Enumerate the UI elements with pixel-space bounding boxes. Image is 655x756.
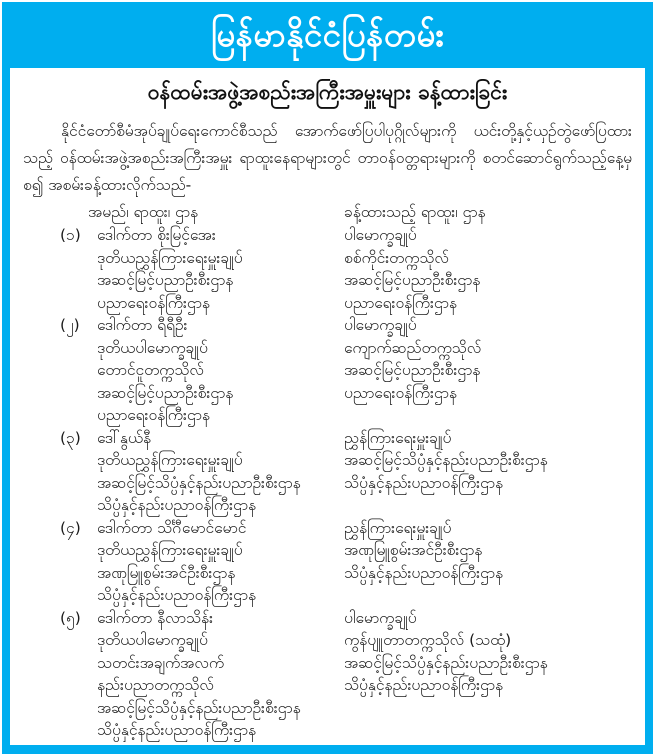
appointment-entry (10, 517, 645, 607)
entry-line: ညွှန်ကြားရေးမှူးချုပ် (344, 428, 452, 447)
entry-line: ကျောက်ဆည်တက္ကသိုလ် (344, 338, 482, 357)
entry-line: နည်းပညာတက္ကသိုလ် (97, 676, 214, 694)
column-headers (10, 201, 645, 224)
entry-number: (၁) (60, 226, 81, 244)
entry-number: (၃) (60, 428, 81, 447)
entry-line: အဆင့်မြင့်ပညာဦးစီးဌာန (344, 271, 481, 289)
entry-line: ပါမောက္ခချုပ် (344, 608, 417, 627)
entry-line: စစ်ကိုင်းတက္ကသိုလ် (344, 248, 449, 267)
entry-line: ဒေါက်တာ နီလာသိန်း (97, 608, 214, 627)
content-sheet (10, 68, 645, 745)
entry-line: အဆင့်မြင့်သိပ္ပံနှင့်နည်းပညာဦးစီးဌာန (97, 473, 301, 492)
entry-current-position (97, 224, 344, 314)
entry-line: တောင်ငူတက္ကသိုလ် (97, 361, 204, 379)
entry-line: အဆင့်မြင့်သိပ္ပံနှင့်နည်းပညာဦးစီးဌာန (344, 653, 548, 672)
announcement-heading: ဝန်ထမ်းအဖွဲ့အစည်းအကြီးအမှူးများ ခန့်ထားခြင်း (147, 80, 508, 104)
entry-appointed-position (344, 427, 645, 495)
column-header-current: အမည်၊ ရာထူး၊ ဌာန (88, 203, 199, 221)
entry-line: အဆင့်မြင့်ပညာဦးစီးဌာန (97, 383, 234, 402)
entry-line: အဆင့်မြင့်ပညာဦးစီးဌာန (97, 271, 234, 289)
entry-appointed-position (344, 607, 645, 697)
entry-line: သတင်းအချက်အလက် (97, 653, 225, 672)
entry-line: သိပ္ပံနှင့်နည်းပညာဝန်ကြီးဌာန (344, 676, 503, 694)
appointment-entry (10, 427, 645, 517)
entry-line: ဒုတိယညွှန်ကြားရေးမှူးချုပ် (97, 541, 243, 559)
entry-line: ဒေါက်တာ သိင်္ဂီမောင်မောင် (97, 518, 247, 537)
entry-appointed-position (344, 314, 645, 404)
entry-line: သိပ္ပံနှင့်နည်းပညာဝန်ကြီးဌာန (97, 721, 256, 739)
entry-current-position (97, 314, 344, 427)
entry-line: ဒေါက်တာ ရီရီဦး (97, 316, 188, 334)
entry-line: သိပ္ပံနှင့်နည်းပညာဝန်ကြီးဌာန (97, 586, 256, 604)
entry-line: အဆင့်မြင့်သိပ္ပံနှင့်နည်းပညာဦးစီးဌာန (97, 698, 301, 717)
entry-line: အဆင့်မြင့်သိပ္ပံနှင့်နည်းပညာဦးစီးဌာန (344, 451, 548, 469)
appointment-entry (10, 607, 645, 742)
entry-current-position (97, 607, 344, 742)
entry-line: ဒေါ်နွယ်နီ (97, 428, 151, 447)
entry-line: ပညာရေးဝန်ကြီးဌာန (344, 383, 457, 402)
entry-line: ဒုတိယညွှန်ကြားရေးမှူးချုပ် (97, 248, 243, 267)
entry-line: ညွှန်ကြားရေးမှူးချုပ် (344, 518, 452, 537)
appointment-entry (10, 314, 645, 427)
entry-line: ဒုတိယပါမောက္ခချုပ် (97, 631, 208, 649)
entry-line: ပညာရေးဝန်ကြီးဌာန (344, 293, 457, 312)
intro-paragraph: နိုင်ငံတော်စီမံအုပ်ချုပ်ရေးကောင်စီသည် အောက်ဖော်ပြပါပုဂ္ဂိုလ်များကို ယင်းတို့နှင့်ယှဉ်တွဲဖော်ပြထားသည့် ဝန်ထမ်းအဖွဲ့အစည်းအကြီးအမှူး ရာထူးနေရာများတွင် တာဝန်ဝတ္တရားများကို စတင်ဆောင်ရွက်သည့်နေ့မှစ၍ အစမ်းခန့်ထားလိုက်သည်- (23, 122, 632, 194)
entry-line: သိပ္ပံနှင့်နည်းပညာဝန်ကြီးဌာန (97, 496, 256, 514)
entry-line: ပညာရေးဝန်ကြီးဌာန (97, 406, 210, 424)
entry-number: (၂) (60, 316, 80, 334)
entry-line: သိပ္ပံနှင့်နည်းပညာဝန်ကြီးဌာန (344, 473, 503, 492)
entry-number: (၅) (60, 608, 81, 627)
entry-line: ဒုတိယပါမောက္ခချုပ် (97, 338, 208, 357)
entry-current-position (97, 427, 344, 517)
entry-line: ပါမောက္ခချုပ် (344, 226, 417, 244)
entry-line: ပါမောက္ခချုပ် (344, 316, 417, 334)
appointment-entry (10, 224, 645, 314)
gazette-banner (2, 2, 653, 68)
entry-line: သိပ္ပံနှင့်နည်းပညာဝန်ကြီးဌာန (344, 563, 503, 582)
entry-line: အဏုမြူစွမ်းအင်ဦးစီးဌာန (344, 541, 483, 559)
gazette-title: မြန်မာနိုင်ငံပြန်တမ်း (210, 15, 445, 55)
appointment-list (10, 224, 645, 742)
entry-current-position (97, 517, 344, 607)
entry-line: အဆင့်မြင့်ပညာဦးစီးဌာန (344, 361, 481, 379)
entry-line: ကွန်ပျူတာတက္ကသိုလ် (သထုံ) (344, 631, 512, 649)
entry-appointed-position (344, 517, 645, 585)
entry-appointed-position (344, 224, 645, 314)
entry-line: ဒုတိယညွှန်ကြားရေးမှူးချုပ် (97, 451, 243, 469)
entry-number: (၄) (60, 518, 81, 537)
entry-line: အဏုမြူစွမ်းအင်ဦးစီးဌာန (97, 563, 236, 582)
column-header-appointed: ခန့်ထားသည့် ရာထူး၊ ဌာန (344, 203, 486, 221)
entry-line: ပညာရေးဝန်ကြီးဌာန (97, 293, 210, 312)
entry-line: ဒေါက်တာ စိုးမြင့်အေး (97, 226, 216, 244)
